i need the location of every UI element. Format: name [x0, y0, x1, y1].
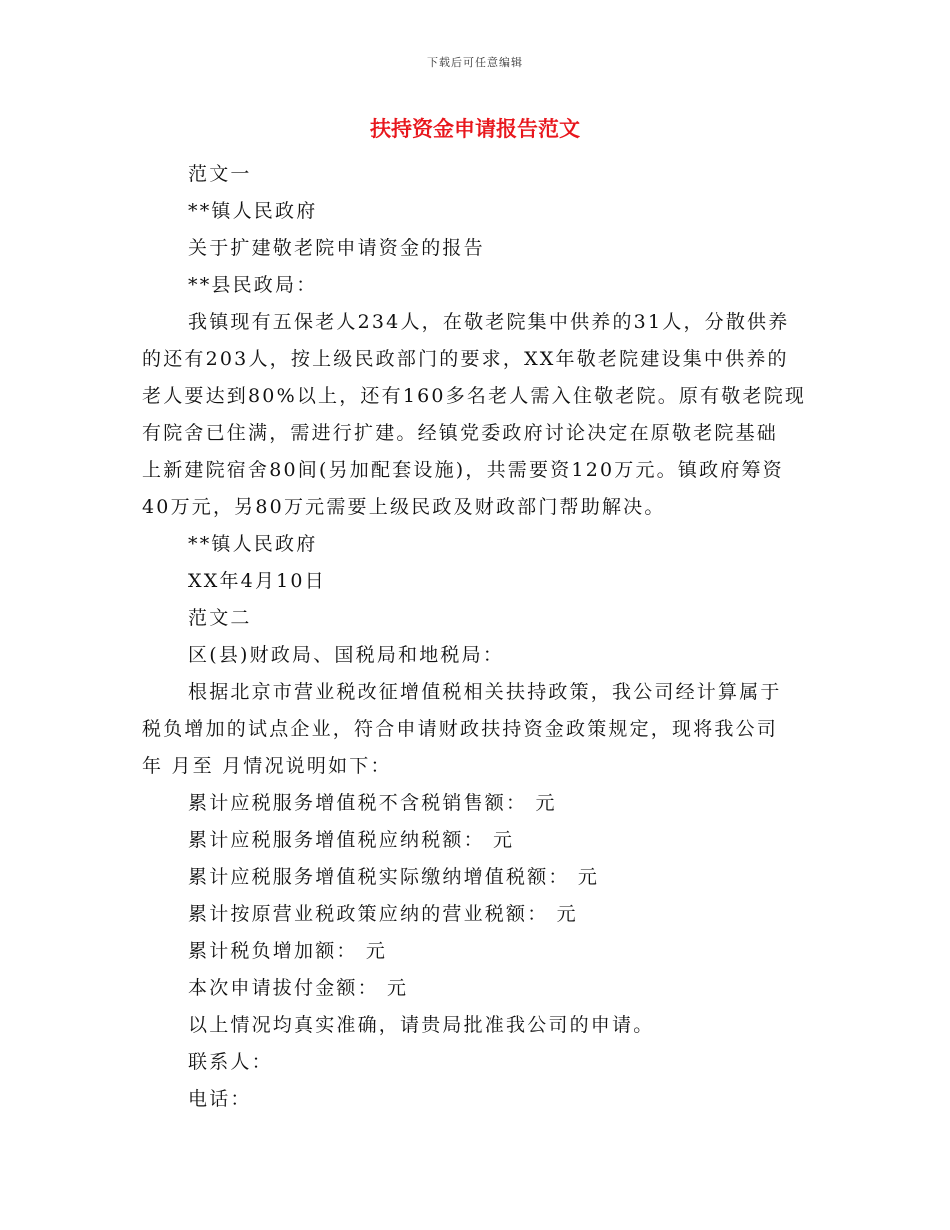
item-line: 累计应税服务增值税应纳税额： 元 — [188, 829, 515, 851]
sample1-signature: **镇人民政府 — [188, 533, 318, 555]
item-line: 累计应税服务增值税不含税销售额： 元 — [188, 792, 557, 814]
sample1-sender: **镇人民政府 — [188, 200, 318, 222]
item-line: 累计税负增加额： 元 — [188, 940, 388, 962]
sample1-subject: 关于扩建敬老院申请资金的报告 — [188, 237, 485, 259]
sample2-body-paragraph — [142, 674, 812, 785]
document-title: 扶持资金申请报告范文 — [370, 117, 580, 141]
page-header: 下载后可任意编辑 — [427, 56, 523, 69]
item-line: 累计按原营业税政策应纳的营业税额： 元 — [188, 903, 578, 925]
paragraph-line: 根据北京市营业税改征增值税相关扶持政策，我公司经计算属于 — [188, 681, 782, 703]
sample2-label: 范文二 — [188, 607, 252, 629]
paragraph-line: 老人要达到80%以上，还有160多名老人需入住敬老院。原有敬老院现 — [142, 385, 807, 407]
phone-label: 电话： — [188, 1088, 252, 1110]
paragraph-line: 40万元，另80万元需要上级民政及财政部门帮助解决。 — [142, 496, 666, 518]
item-line: 累计应税服务增值税实际缴纳增值税额： 元 — [188, 866, 600, 888]
paragraph-line: 税负增加的试点企业，符合申请财政扶持资金政策规定，现将我公司 — [142, 718, 779, 740]
contact-label: 联系人： — [188, 1051, 273, 1073]
sample1-label: 范文一 — [188, 163, 252, 185]
sample1-body-paragraph — [142, 304, 812, 526]
paragraph-line: 的还有203人，按上级民政部门的要求，XX年敬老院建设集中供养的 — [142, 348, 789, 370]
sample2-recipient: 区(县)财政局、国税局和地税局： — [188, 644, 505, 666]
paragraph-line: 年 月至 月情况说明如下： — [142, 755, 392, 777]
sample1-date: XX年4月10日 — [188, 570, 326, 592]
closing-statement: 以上情况均真实准确，请贵局批准我公司的申请。 — [188, 1014, 655, 1036]
paragraph-line: 有院舍已住满，需进行扩建。经镇党委政府讨论决定在原敬老院基础 — [142, 422, 779, 444]
paragraph-line: 我镇现有五保老人234人，在敬老院集中供养的31人，分散供养 — [188, 311, 790, 333]
item-line: 本次申请拔付金额： 元 — [188, 977, 409, 999]
sample1-recipient: **县民政局： — [188, 274, 318, 296]
paragraph-line: 上新建院宿舍80间(另加配套设施)，共需要资120万元。镇政府筹资 — [142, 459, 784, 481]
document-body — [142, 156, 812, 1118]
